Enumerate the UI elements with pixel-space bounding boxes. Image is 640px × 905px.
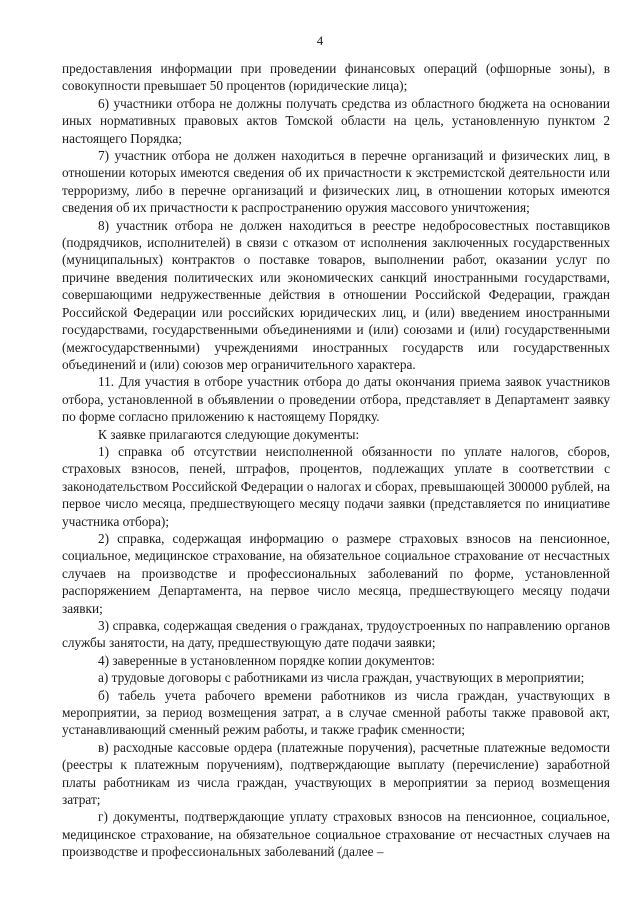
paragraph-doc-4d: г) документы, подтверждающие уплату страховых взносов на пенсионное, социальное, медицинское страхование, на обязательное социальное страхование от несчастных случаев на производстве и профессиональных заболеваний (далее – — [62, 809, 610, 860]
paragraph-item-7: 7) участник отбора не должен находиться в перечне организаций и физических лиц, в отношении которых имеются сведения об их причастности к экстремистской деятельности или терроризму, либо в перечне организаций и физических лиц, в отношении которых имеются сведения об их причастности к распространению оружия массового уничтожения; — [62, 148, 610, 216]
paragraph-doc-3: 3) справка, содержащая сведения о гражданах, трудоустроенных по направлению органов службы занятости, на дату, предшествующую дате подачи заявки; — [62, 618, 610, 651]
paragraph-clause-11: 11. Для участия в отборе участник отбора до даты окончания приема заявок участников отбора, установленной в объявлении о проведении отбора, представляет в Департамент заявку по форме согласно приложению к настоящему Порядку. — [62, 374, 610, 425]
paragraph-item-6: 6) участники отбора не должны получать средства из областного бюджета на основании иных нормативных правовых актов Томской области на цель, установленную пунктом 2 настоящего Порядка; — [62, 95, 610, 146]
paragraph-doc-4c: в) расходные кассовые ордера (платежные поручения), расчетные платежные ведомости (реестры к платежным поручениям), подтверждающие выплату (перечисление) заработной платы работникам из числа граждан, участвующих в мероприятии за период возмещения затрат; — [62, 739, 610, 808]
page-number: 4 — [316, 33, 324, 48]
paragraph-documents-intro: К заявке прилагаются следующие документы: — [98, 426, 360, 442]
paragraph-offshore-continuation: предоставления информации при проведении финансовых операций (офшорные зоны), в совокупности превышает 50 процентов (юридические лица); — [62, 61, 610, 94]
paragraph-doc-4: 4) заверенные в установленном порядке копии документов: — [98, 652, 435, 668]
paragraph-item-8: 8) участник отбора не должен находиться в реестре недобросовестных поставщиков (подрядчиков, исполнителей) в связи с отказом от исполнения заключенных государственных (муниципальных) контрактов о поставке товаров, выполнении работ, оказании услуг по причине введения политических или экономических санкций иностранными государствами, совершающими недружественные действия в отношении Российской Федерации, граждан Российской Федерации или российских юридических лиц, и (или) введением иностранными государствами, государственными объединениями и (или) союзами и (или) государственными (межгосударственными) учреждениями иностранных государств или государственных объединений и (или) союзов мер ограничительного характера. — [62, 217, 610, 372]
paragraph-doc-4b: б) табель учета рабочего времени работников из числа граждан, участвующих в мероприятии, за период возмещения затрат, а в случае сменной работы также правовой акт, устанавливающий сменный режим работы, и также график сменности; — [62, 687, 610, 738]
paragraph-doc-4a: а) трудовые договоры с работниками из числа граждан, участвующих в мероприятии; — [98, 670, 585, 686]
paragraph-doc-2: 2) справка, содержащая информацию о размере страховых взносов на пенсионное, социальное, медицинское страхование, на обязательное социальное страхование от несчастных случаев на производстве и профессиональных заболеваний по форме, установленной распоряжением Департамента, на первое число месяца, предшествующего месяцу подачи заявки; — [62, 530, 610, 616]
document-body — [62, 60, 610, 861]
paragraph-doc-1: 1) справка об отсутствии неисполненной обязанности по уплате налогов, сборов, страховых взносов, пеней, штрафов, процентов, подлежащих уплате в соответствии с законодательством Российской Федерации о налогах и сборах, превышающей 300000 рублей, на первое число месяца, предшествующего месяцу подачи заявки (представляется по инициативе участника отбора); — [62, 443, 610, 529]
